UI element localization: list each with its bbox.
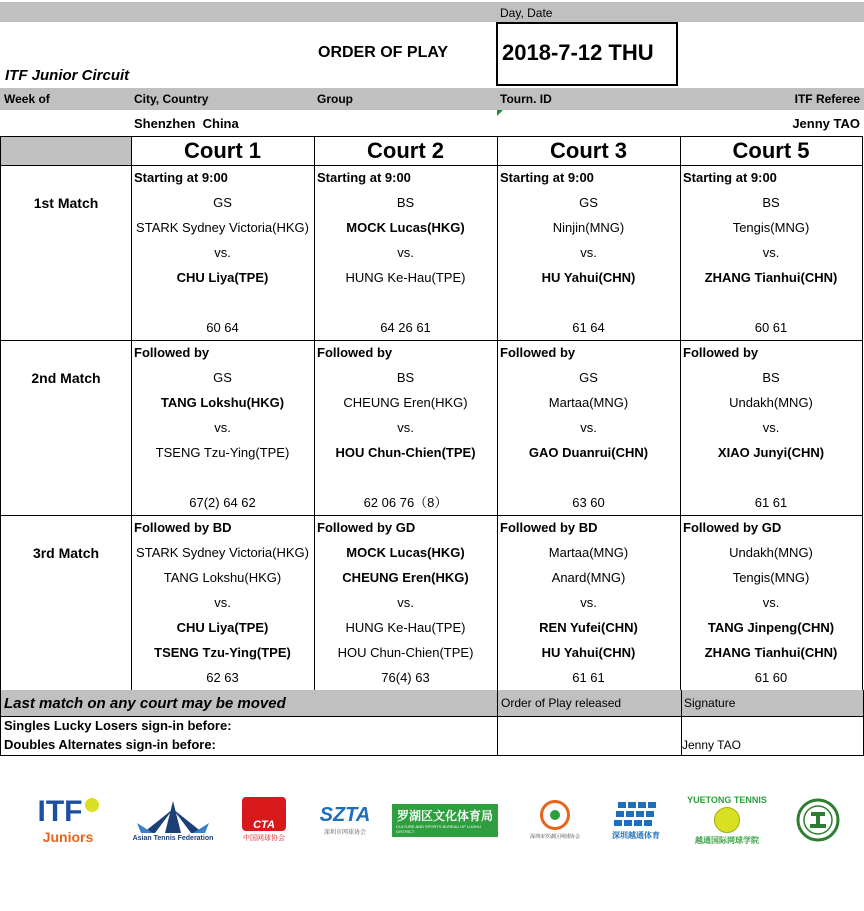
- match-line: GAO Duanrui(CHN): [528, 445, 649, 460]
- cta-sub-text: 中国网球协会: [243, 835, 285, 842]
- court-header-2: Court 2: [314, 136, 498, 166]
- seal-logo: [790, 790, 846, 850]
- match-cell: [680, 340, 863, 516]
- itf-logo-text: ITF: [37, 795, 83, 828]
- match-order-label: Followed by: [134, 345, 210, 360]
- row-label-1: 1st Match: [33, 195, 99, 211]
- match-line: GS: [579, 370, 598, 385]
- match-line: [314, 465, 497, 490]
- match-order-label: Starting at 9:00: [683, 170, 777, 185]
- tourn-id-label: Tourn. ID: [500, 92, 552, 106]
- match-order-label: Followed by: [500, 345, 576, 360]
- court-header-3: Court 3: [497, 136, 681, 166]
- match-line: CHEUNG Eren(HKG): [342, 570, 469, 585]
- cta-logo: [236, 790, 292, 850]
- order-of-play-table: [0, 136, 864, 756]
- match-line: BS: [396, 195, 415, 210]
- order-of-play-title: ORDER OF PLAY: [318, 44, 449, 61]
- last-match-note: Last match on any court may be moved: [4, 695, 286, 712]
- match-line: [131, 465, 314, 490]
- match-score: 62 63: [206, 670, 239, 685]
- match-line: GS: [213, 195, 232, 210]
- circuit-title: ITF Junior Circuit: [5, 67, 130, 84]
- match-cell: [497, 340, 681, 516]
- court-header-5: Court 5: [680, 136, 863, 166]
- match-line: TANG Lokshu(HKG): [163, 570, 282, 585]
- seal-emblem-icon: [796, 798, 840, 842]
- match-line: BS: [396, 370, 415, 385]
- match-line: TANG Lokshu(HKG): [160, 395, 285, 410]
- match-score: 61 61: [754, 495, 788, 510]
- match-line: HU Yahui(CHN): [541, 645, 636, 660]
- match-score: 61 64: [572, 320, 605, 335]
- match-line: Undakh(MNG): [729, 395, 813, 410]
- doubles-signin: Doubles Alternates sign-in before:: [4, 737, 216, 752]
- match-score: 62 06 76（8）: [363, 495, 448, 510]
- yuetong-tennis-logo: [684, 790, 770, 850]
- week-of-label: Week of: [4, 92, 50, 106]
- match-score: 64 26 61: [380, 320, 431, 335]
- match-order-label: Starting at 9:00: [134, 170, 228, 185]
- match-line: BS: [762, 370, 780, 385]
- match-line: CHU Liya(TPE): [176, 620, 269, 635]
- lh-tennis-logo: [524, 790, 586, 850]
- luohu-sub-text: CULTURE AND SPORTS BUREAU OF LUOHU DISTRICT: [396, 823, 481, 834]
- referee-value: Jenny TAO: [792, 116, 860, 131]
- vs-label: vs.: [214, 595, 231, 610]
- row-label-2: 2nd Match: [31, 370, 101, 386]
- match-line: Tengis(MNG): [732, 220, 810, 235]
- match-line: STARK Sydney Victoria(HKG): [136, 220, 309, 235]
- match-line: CHEUNG Eren(HKG): [343, 395, 468, 410]
- match-line: [314, 290, 497, 315]
- match-line: [680, 290, 862, 315]
- signature-label: Signature: [684, 696, 736, 710]
- released-label: Order of Play released: [501, 696, 622, 710]
- vs-label: vs.: [762, 595, 780, 610]
- match-line: Martaa(MNG): [548, 545, 629, 560]
- singles-signin: Singles Lucky Losers sign-in before:: [4, 718, 232, 733]
- match-cell: [314, 340, 498, 516]
- match-line: ZHANG Tianhui(CHN): [704, 645, 838, 660]
- match-line: Anard(MNG): [551, 570, 626, 585]
- match-line: GS: [213, 370, 232, 385]
- group-label: Group: [317, 92, 353, 106]
- atf-emblem-icon: [133, 799, 213, 835]
- vs-label: vs.: [397, 420, 414, 435]
- lh-emblem-icon: [540, 800, 570, 830]
- match-line: [680, 465, 862, 490]
- atf-logo: [128, 790, 218, 850]
- match-score: 63 60: [572, 495, 605, 510]
- vs-label: vs.: [762, 245, 780, 260]
- vs-label: vs.: [397, 245, 414, 260]
- match-cell: [680, 515, 863, 691]
- table-corner: [0, 136, 132, 166]
- vs-label: vs.: [580, 245, 597, 260]
- vs-label: vs.: [580, 420, 597, 435]
- match-score: 61 60: [754, 670, 788, 685]
- szta-logo-text: SZTA: [319, 804, 371, 826]
- match-cell: [131, 340, 315, 516]
- match-score: 60 64: [206, 320, 239, 335]
- match-line: XIAO Junyi(CHN): [717, 445, 825, 460]
- match-cell: [497, 165, 681, 341]
- vs-label: vs.: [397, 595, 414, 610]
- itf-juniors-logo: [28, 790, 108, 850]
- court-header-1: Court 1: [131, 136, 315, 166]
- match-line: HUNG Ke-Hau(TPE): [345, 620, 466, 635]
- match-cell: [314, 515, 498, 691]
- info-gray-band: [0, 88, 864, 110]
- match-line: BS: [762, 195, 780, 210]
- match-line: [131, 290, 314, 315]
- match-line: ZHANG Tianhui(CHN): [704, 270, 838, 285]
- day-date-label: Day, Date: [500, 6, 553, 20]
- match-line: Ninjin(MNG): [552, 220, 625, 235]
- match-score: 61 61: [572, 670, 605, 685]
- match-line: CHU Liya(TPE): [176, 270, 269, 285]
- match-cell: [131, 515, 315, 691]
- yuetong-cn-text: 越通国际网球学院: [695, 835, 759, 845]
- match-line: TANG Jinpeng(CHN): [707, 620, 835, 635]
- match-order-label: Followed by GD: [683, 520, 782, 535]
- luohu-logo: [392, 790, 498, 850]
- szta-sub-text: 深圳市网球协会: [323, 830, 366, 836]
- signer-name: Jenny TAO: [682, 738, 741, 752]
- match-line: Tengis(MNG): [732, 570, 810, 585]
- match-line: HUNG Ke-Hau(TPE): [345, 270, 466, 285]
- match-line: Martaa(MNG): [548, 395, 629, 410]
- match-line: MOCK Lucas(HKG): [346, 220, 465, 235]
- match-line: Undakh(MNG): [729, 545, 813, 560]
- signin-mid-cell: [497, 716, 682, 755]
- match-cell: [131, 165, 315, 341]
- referee-label: ITF Referee: [794, 92, 860, 106]
- yuetong-sports-text: 深圳越通体育: [612, 830, 660, 840]
- match-line: GS: [579, 195, 598, 210]
- date-value: 2018-7-12 THU: [502, 40, 654, 65]
- szta-logo: [312, 790, 378, 850]
- match-score: 60 61: [754, 320, 788, 335]
- match-line: TSENG Tzu-Ying(TPE): [154, 645, 291, 660]
- vs-label: vs.: [214, 420, 231, 435]
- itf-juniors-text: Juniors: [42, 829, 94, 845]
- date-box: [496, 22, 678, 86]
- vs-label: vs.: [214, 245, 231, 260]
- cta-emblem-icon: [242, 797, 286, 831]
- match-line: TSENG Tzu-Ying(TPE): [155, 445, 290, 460]
- yuetong-tennis-text: YUETONG TENNIS: [687, 794, 767, 805]
- city-country-label: City, Country: [134, 92, 209, 106]
- match-order-label: Followed by: [683, 345, 759, 360]
- tennis-ball-icon: [714, 807, 740, 833]
- row-label-3: 3rd Match: [32, 545, 100, 561]
- match-line: [497, 290, 680, 315]
- vs-label: vs.: [580, 595, 597, 610]
- match-line: MOCK Lucas(HKG): [346, 545, 465, 560]
- match-score: 76(4) 63: [381, 670, 430, 685]
- match-line: HU Yahui(CHN): [541, 270, 636, 285]
- match-order-label: Followed by GD: [317, 520, 416, 535]
- match-cell: [497, 515, 681, 691]
- match-line: STARK Sydney Victoria(HKG): [136, 545, 309, 560]
- cta-logo-text: CTA: [253, 819, 275, 831]
- tennis-ball-icon: [85, 798, 99, 812]
- match-order-label: Followed by: [317, 345, 393, 360]
- match-line: [497, 465, 680, 490]
- match-order-label: Followed by BD: [134, 520, 232, 535]
- match-line: REN Yufei(CHN): [539, 620, 638, 635]
- match-cell: [314, 165, 498, 341]
- match-cell: [680, 165, 863, 341]
- lh-sub-text: 深圳市罗湖区网球协会: [529, 834, 580, 840]
- match-score: 67(2) 64 62: [189, 495, 256, 510]
- yuetong-sports-logo: [604, 790, 668, 850]
- luohu-logo-text: 罗湖区文化体育局: [396, 808, 493, 823]
- row-label-column: [0, 165, 132, 690]
- match-order-label: Starting at 9:00: [317, 170, 411, 185]
- atf-logo-text: Asian Tennis Federation: [132, 834, 214, 842]
- match-order-label: Starting at 9:00: [500, 170, 594, 185]
- green-marker: [497, 110, 503, 116]
- vs-label: vs.: [762, 420, 780, 435]
- match-line: HOU Chun-Chien(TPE): [335, 445, 476, 460]
- yuetong-sports-icon: [614, 800, 658, 830]
- match-order-label: Followed by BD: [500, 520, 598, 535]
- match-line: HOU Chun-Chien(TPE): [337, 645, 474, 660]
- top-gray-band: [0, 2, 864, 22]
- city-country-value: Shenzhen China: [134, 116, 239, 131]
